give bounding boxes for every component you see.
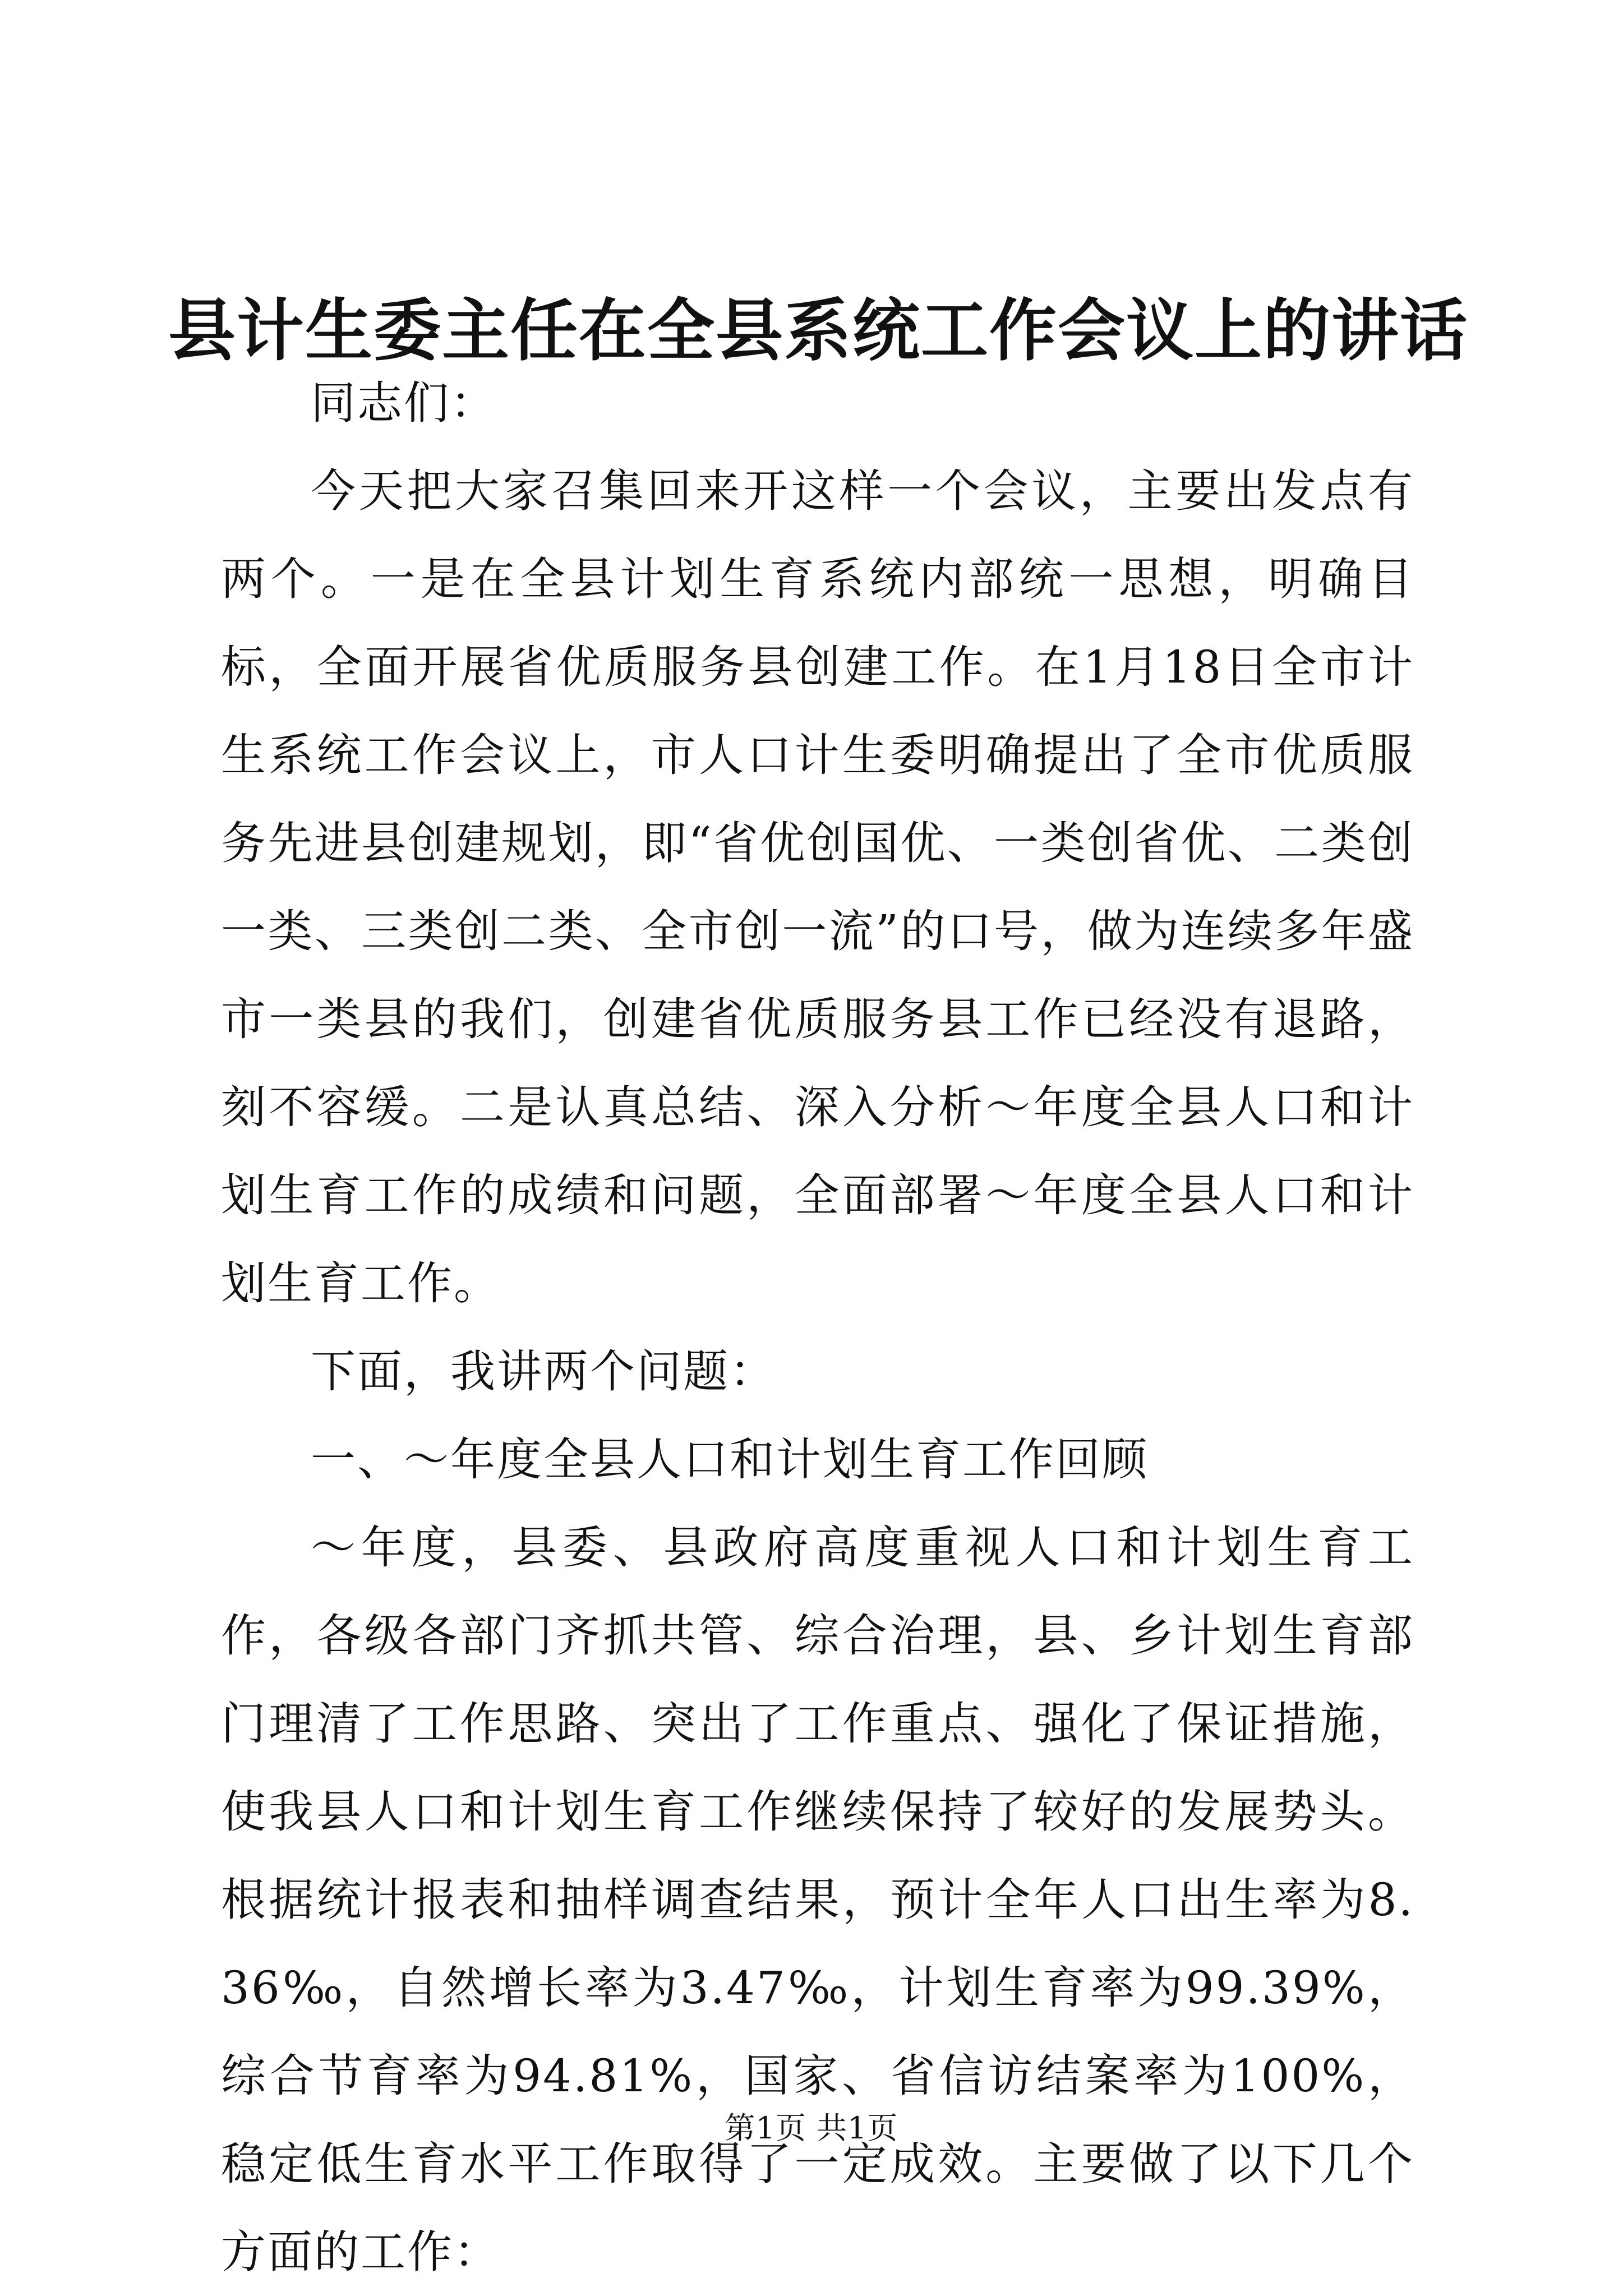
salutation-paragraph: 同志们： <box>311 377 497 429</box>
document-body <box>221 359 1414 2296</box>
body-paragraph: 今天把大家召集回来开这样一个会议，主要出发点有两个。一是在全县计划生育系统内部统一思想，明确目标，全面开展省优质服务县创建工作。在1月18日全市计生系统工作会议上，市人口计生委明确提出了全市优质服务先进县创建规划，即“省优创国优、一类创省优、二类创一类、三类创二类、全市创一流”的口号，做为连续多年盛市一类县的我们，创建省优质服务县工作已经没有退路，刻不容缓。二是认真总结、深入分析～年度全县人口和计划生育工作的成绩和问题，全面部署～年度全县人口和计划生育工作。 <box>221 465 1414 1310</box>
page-number-footer: 第1页 共1页 <box>725 2110 898 2146</box>
body-paragraph: 下面，我讲两个问题： <box>311 1345 776 1398</box>
document-title: 县计生委主任在全县系统工作会议上的讲话 <box>168 291 1468 370</box>
section-heading: 一、～年度全县人口和计划生育工作回顾 <box>311 1433 1149 1486</box>
body-paragraph: ～年度，县委、县政府高度重视人口和计划生育工作，各级各部门齐抓共管、综合治理，县、乡计划生育部门理清了工作思路、突出了工作重点、强化了保证措施，使我县人口和计划生育工作继续保持了较好的发展势头。根据统计报表和抽样调查结果，预计全年人口出生率为8.36‰，自然增长率为3.47‰，计划生育率为99.39%，综合节育率为94.81%，国家、省信访结案率为100%，稳定低生育水平工作取得了一定成效。主要做了以下几个方面的工作： <box>221 1522 1414 2278</box>
